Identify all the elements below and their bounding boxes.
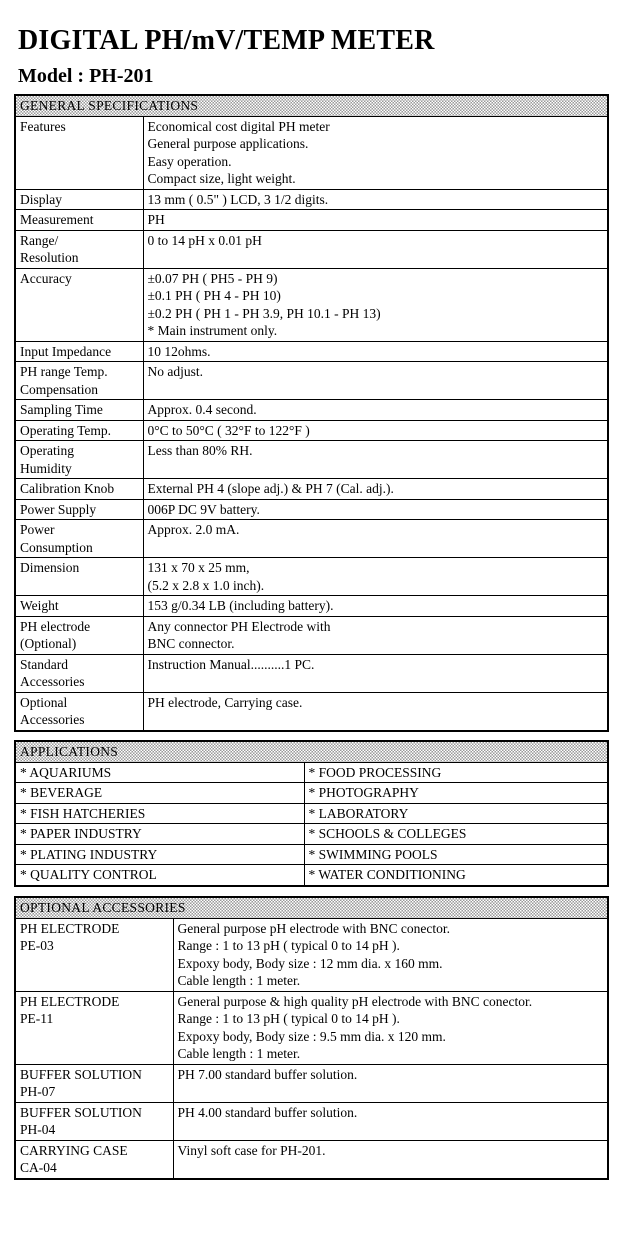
row-label: Operating Humidity [15,441,143,479]
accessory-name: PH ELECTRODE PE-11 [15,991,173,1064]
application-item: * FISH HATCHERIES [15,803,304,824]
section-heading-applications: APPLICATIONS [15,741,608,762]
row-value: No adjust. [143,362,608,400]
row-value: 153 g/0.34 LB (including battery). [143,596,608,617]
row-label: PH range Temp. Compensation [15,362,143,400]
section-heading-optional-accessories: OPTIONAL ACCESSORIES [15,897,608,918]
row-value: PH electrode, Carrying case. [143,692,608,731]
accessory-description: Vinyl soft case for PH-201. [173,1140,608,1179]
table-header-row [15,741,608,762]
row-value: 0 to 14 pH x 0.01 pH [143,230,608,268]
table-row [15,420,608,441]
accessory-description: PH 4.00 standard buffer solution. [173,1102,608,1140]
row-value: Approx. 2.0 mA. [143,520,608,558]
row-label: Range/ Resolution [15,230,143,268]
table-row [15,844,608,865]
application-item: * SCHOOLS & COLLEGES [304,824,608,845]
application-item: * FOOD PROCESSING [304,762,608,783]
row-label: Optional Accessories [15,692,143,731]
table-row [15,692,608,731]
row-label: PH electrode (Optional) [15,616,143,654]
optional-accessories-table [14,896,609,1180]
table-row [15,268,608,341]
application-item: * PLATING INDUSTRY [15,844,304,865]
row-value: Instruction Manual..........1 PC. [143,654,608,692]
table-row [15,479,608,500]
row-value: 0°C to 50°C ( 32°F to 122°F ) [143,420,608,441]
table-row [15,762,608,783]
table-row [15,189,608,210]
applications-table [14,740,609,887]
page-title: DIGITAL PH/mV/TEMP METER [18,25,435,56]
accessory-description: General purpose & high quality pH electrode with BNC conector. Range : 1 to 13 pH ( typical 0 to 14 pH ). Expoxy body, Body size : 9.5 mm dia. x 120 mm. Cable length : 1 meter. [173,991,608,1064]
row-value: Economical cost digital PH meter General purpose applications. Easy operation. Compact size, light weight. [143,116,608,189]
accessory-name: CARRYING CASE CA-04 [15,1140,173,1179]
row-label: Measurement [15,210,143,231]
table-row [15,1102,608,1140]
table-row [15,991,608,1064]
table-row [15,441,608,479]
table-row [15,1064,608,1102]
row-label: Standard Accessories [15,654,143,692]
row-value: ±0.07 PH ( PH5 - PH 9) ±0.1 PH ( PH 4 - PH 10) ±0.2 PH ( PH 1 - PH 3.9, PH 10.1 - PH 13) * Main instrument only. [143,268,608,341]
row-label: Input Impedance [15,341,143,362]
accessory-name: BUFFER SOLUTION PH-04 [15,1102,173,1140]
table-row [15,654,608,692]
row-label: Operating Temp. [15,420,143,441]
table-row [15,499,608,520]
table-row [15,783,608,804]
section-heading-general: GENERAL SPECIFICATIONS [15,95,608,116]
application-item: * SWIMMING POOLS [304,844,608,865]
application-item: * PAPER INDUSTRY [15,824,304,845]
table-row [15,824,608,845]
application-item: * WATER CONDITIONING [304,865,608,886]
table-row [15,558,608,596]
table-row [15,116,608,189]
row-value: 131 x 70 x 25 mm, (5.2 x 2.8 x 1.0 inch). [143,558,608,596]
table-row [15,616,608,654]
row-value: Less than 80% RH. [143,441,608,479]
table-row [15,918,608,991]
table-row [15,803,608,824]
application-item: * AQUARIUMS [15,762,304,783]
row-label: Features [15,116,143,189]
table-row [15,520,608,558]
accessory-name: PH ELECTRODE PE-03 [15,918,173,991]
model-subtitle: Model : PH-201 [18,65,154,87]
row-value: Approx. 0.4 second. [143,400,608,421]
table-row [15,1140,608,1179]
general-specifications-table [14,94,609,732]
row-value: Any connector PH Electrode with BNC connector. [143,616,608,654]
row-value: 13 mm ( 0.5" ) LCD, 3 1/2 digits. [143,189,608,210]
row-label: Accuracy [15,268,143,341]
row-label: Power Consumption [15,520,143,558]
application-item: * QUALITY CONTROL [15,865,304,886]
table-row [15,865,608,886]
table-row [15,230,608,268]
accessory-name: BUFFER SOLUTION PH-07 [15,1064,173,1102]
table-row [15,362,608,400]
row-label: Sampling Time [15,400,143,421]
row-label: Calibration Knob [15,479,143,500]
table-row [15,210,608,231]
application-item: * PHOTOGRAPHY [304,783,608,804]
table-header-row [15,95,608,116]
row-value: 006P DC 9V battery. [143,499,608,520]
accessory-description: General purpose pH electrode with BNC conector. Range : 1 to 13 pH ( typical 0 to 14 pH ). Expoxy body, Body size : 12 mm dia. x 160 mm. Cable length : 1 meter. [173,918,608,991]
table-row [15,341,608,362]
row-label: Power Supply [15,499,143,520]
row-label: Display [15,189,143,210]
row-value: PH [143,210,608,231]
row-value: 10 12ohms. [143,341,608,362]
application-item: * BEVERAGE [15,783,304,804]
table-row [15,596,608,617]
row-value: External PH 4 (slope adj.) & PH 7 (Cal. adj.). [143,479,608,500]
row-label: Weight [15,596,143,617]
accessory-description: PH 7.00 standard buffer solution. [173,1064,608,1102]
table-row [15,400,608,421]
application-item: * LABORATORY [304,803,608,824]
table-header-row [15,897,608,918]
row-label: Dimension [15,558,143,596]
